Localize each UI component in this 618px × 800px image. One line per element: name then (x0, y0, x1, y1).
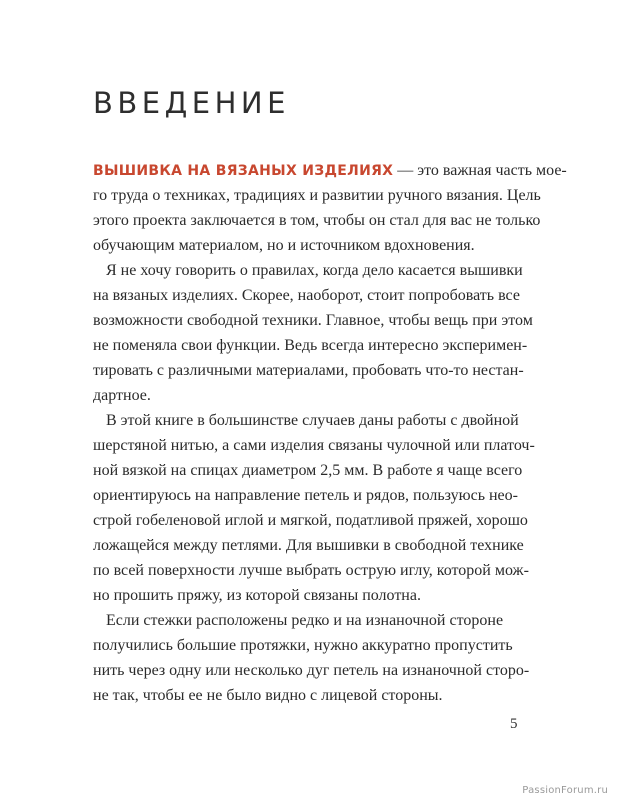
text-line: Если стежки расположены редко и на изнаночной стороне (106, 612, 504, 629)
text-line: но прошить пряжу, из которой связаны полотна. (93, 587, 421, 604)
text-line (93, 158, 567, 183)
text-line: ложащейся между петлями. Для вышивки в свободной технике (93, 537, 524, 554)
paragraph-1 (93, 158, 567, 258)
paragraph-3 (93, 408, 533, 608)
paragraph-4 (93, 608, 533, 708)
body-text (93, 158, 567, 708)
lead-line-rest: — это важная часть мое- (393, 162, 567, 179)
text-line: по всей поверхности лучше выбрать острую иглу, которой мож- (93, 562, 529, 579)
text-line: Я не хочу говорить о правилах, когда дело касается вышивки (106, 262, 523, 279)
text-line: не так, чтобы ее не было видно с лицевой стороны. (93, 687, 443, 704)
paragraph-2 (93, 258, 533, 408)
text-line: строй гобеленовой иглой и мягкой, податливой пряжей, хорошо (93, 512, 528, 529)
text-line: обучающим материалом, но и источником вдохновения. (93, 237, 475, 254)
text-line: ной вязкой на спицах диаметром 2,5 мм. В работе я чаще всего (93, 462, 523, 479)
text-line: ориентируюсь на направление петель и рядов, пользуюсь нео- (93, 487, 518, 504)
text-line: этого проекта заключается в том, чтобы он стал для вас не только (93, 212, 541, 229)
text-line: дартное. (93, 387, 151, 404)
watermark: PassionForum.ru (522, 785, 608, 796)
lead-phrase: ВЫШИВКА НА ВЯЗАНЫХ ИЗДЕЛИЯХ (93, 163, 394, 179)
text-line: возможности свободной техники. Главное, чтобы вещь при этом (93, 312, 533, 329)
page-number: 5 (510, 716, 518, 732)
text-line: го труда о техниках, традициях и развитии ручного вязания. Цель (93, 187, 541, 204)
text-line: не поменяла свои функции. Ведь всегда интересно эксперимен- (93, 337, 528, 354)
text-line: получились большие протяжки, нужно аккуратно пропустить (93, 637, 513, 654)
page-title: ВВЕДЕНИЕ (93, 86, 290, 120)
text-line: тировать с различными материалами, пробовать что-то нестан- (93, 362, 524, 379)
text-line: шерстяной нитью, а сами изделия связаны чулочной или платоч- (93, 437, 535, 454)
text-line: на вязаных изделиях. Скорее, наоборот, стоит попробовать все (93, 287, 520, 304)
text-line: нить через одну или несколько дуг петель на изнаночной сторо- (93, 662, 530, 679)
text-line: В этой книге в большинстве случаев даны работы с двойной (106, 412, 519, 429)
